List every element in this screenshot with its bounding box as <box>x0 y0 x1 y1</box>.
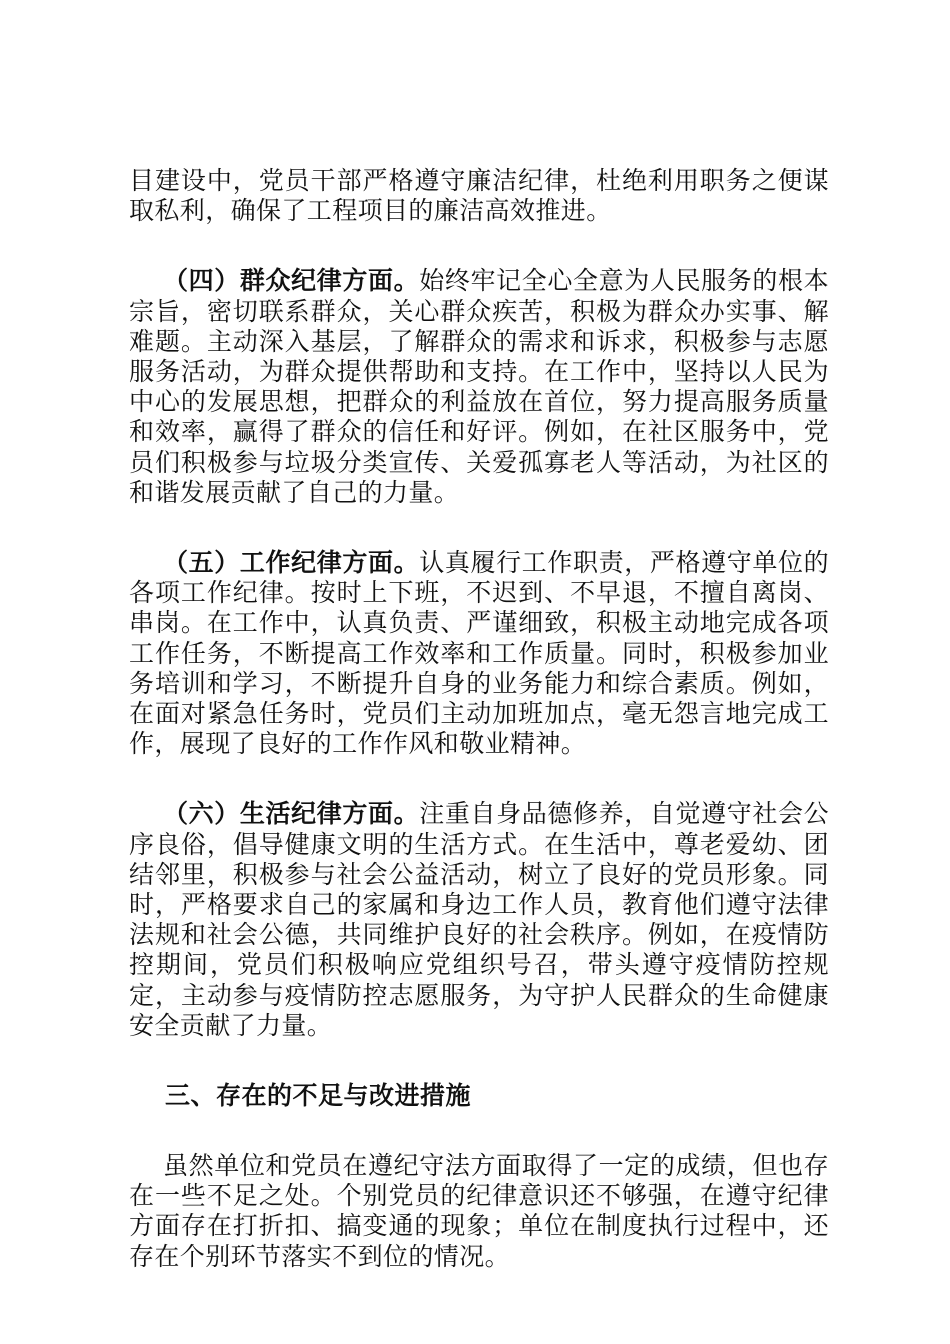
paragraph-spacer <box>129 508 829 548</box>
paragraph-mass-discipline <box>129 266 829 508</box>
paragraph-text: 虽然单位和党员在遵纪守法方面取得了一定的成绩，但也存在一些不足之处。个别党员的纪律意识还不够强，在遵守纪律方面存在打折扣、搞变通的现象；单位在制度执行过程中，还存在个别环节落实不到位的情况。 <box>129 1151 829 1271</box>
paragraph-lead: （五）工作纪律方面。 <box>163 548 420 578</box>
paragraph-continuation <box>129 166 829 226</box>
paragraph-spacer <box>129 1041 829 1081</box>
paragraph-text: 始终牢记全心全意为人民服务的根本宗旨，密切联系群众，关心群众疾苦，积极为群众办实事、解难题。主动深入基层，了解群众的需求和诉求，积极参与志愿服务活动，为群众提供帮助和支持。在工作中，坚持以人民为中心的发展思想，把群众的利益放在首位，努力提高服务质量和效率，赢得了群众的信任和好评。例如，在社区服务中，党员们积极参与垃圾分类宣传、关爱孤寡老人等活动，为社区的和谐发展贡献了自己的力量。 <box>129 266 829 507</box>
document-body <box>129 166 829 1272</box>
paragraph-lead: （四）群众纪律方面。 <box>163 266 420 296</box>
paragraph-spacer <box>129 1111 829 1151</box>
section-heading: 三、存在的不足与改进措施 <box>165 1081 472 1111</box>
paragraph-work-discipline <box>129 548 829 759</box>
paragraph-spacer <box>129 226 829 266</box>
paragraph-lead: （六）生活纪律方面。 <box>163 799 420 829</box>
paragraph-text: 注重自身品德修养，自觉遵守社会公序良俗，倡导健康文明的生活方式。在生活中，尊老爱幼、团结邻里，积极参与社会公益活动，树立了良好的党员形象。同时，严格要求自己的家属和身边工作人员，教育他们遵守法律法规和社会公德，共同维护良好的社会秩序。例如，在疫情防控期间，党员们积极响应党组织号召，带头遵守疫情防控规定，主动参与疫情防控志愿服务，为守护人民群众的生命健康安全贡献了力量。 <box>129 799 829 1040</box>
paragraph-life-discipline <box>129 799 829 1041</box>
paragraph-text: 认真履行工作职责，严格遵守单位的各项工作纪律。按时上下班，不迟到、不早退，不擅自离岗、串岗。在工作中，认真负责、严谨细致，积极主动地完成各项工作任务，不断提高工作效率和工作质量。同时，积极参加业务培训和学习，不断提升自身的业务能力和综合素质。例如，在面对紧急任务时，党员们主动加班加点，毫无怨言地完成工作，展现了良好的工作作风和敬业精神。 <box>129 548 829 759</box>
paragraph-shortcomings <box>129 1151 829 1272</box>
paragraph-spacer <box>129 759 829 799</box>
paragraph-text: 目建设中，党员干部严格遵守廉洁纪律，杜绝利用职务之便谋取私利，确保了工程项目的廉洁高效推进。 <box>129 166 829 226</box>
